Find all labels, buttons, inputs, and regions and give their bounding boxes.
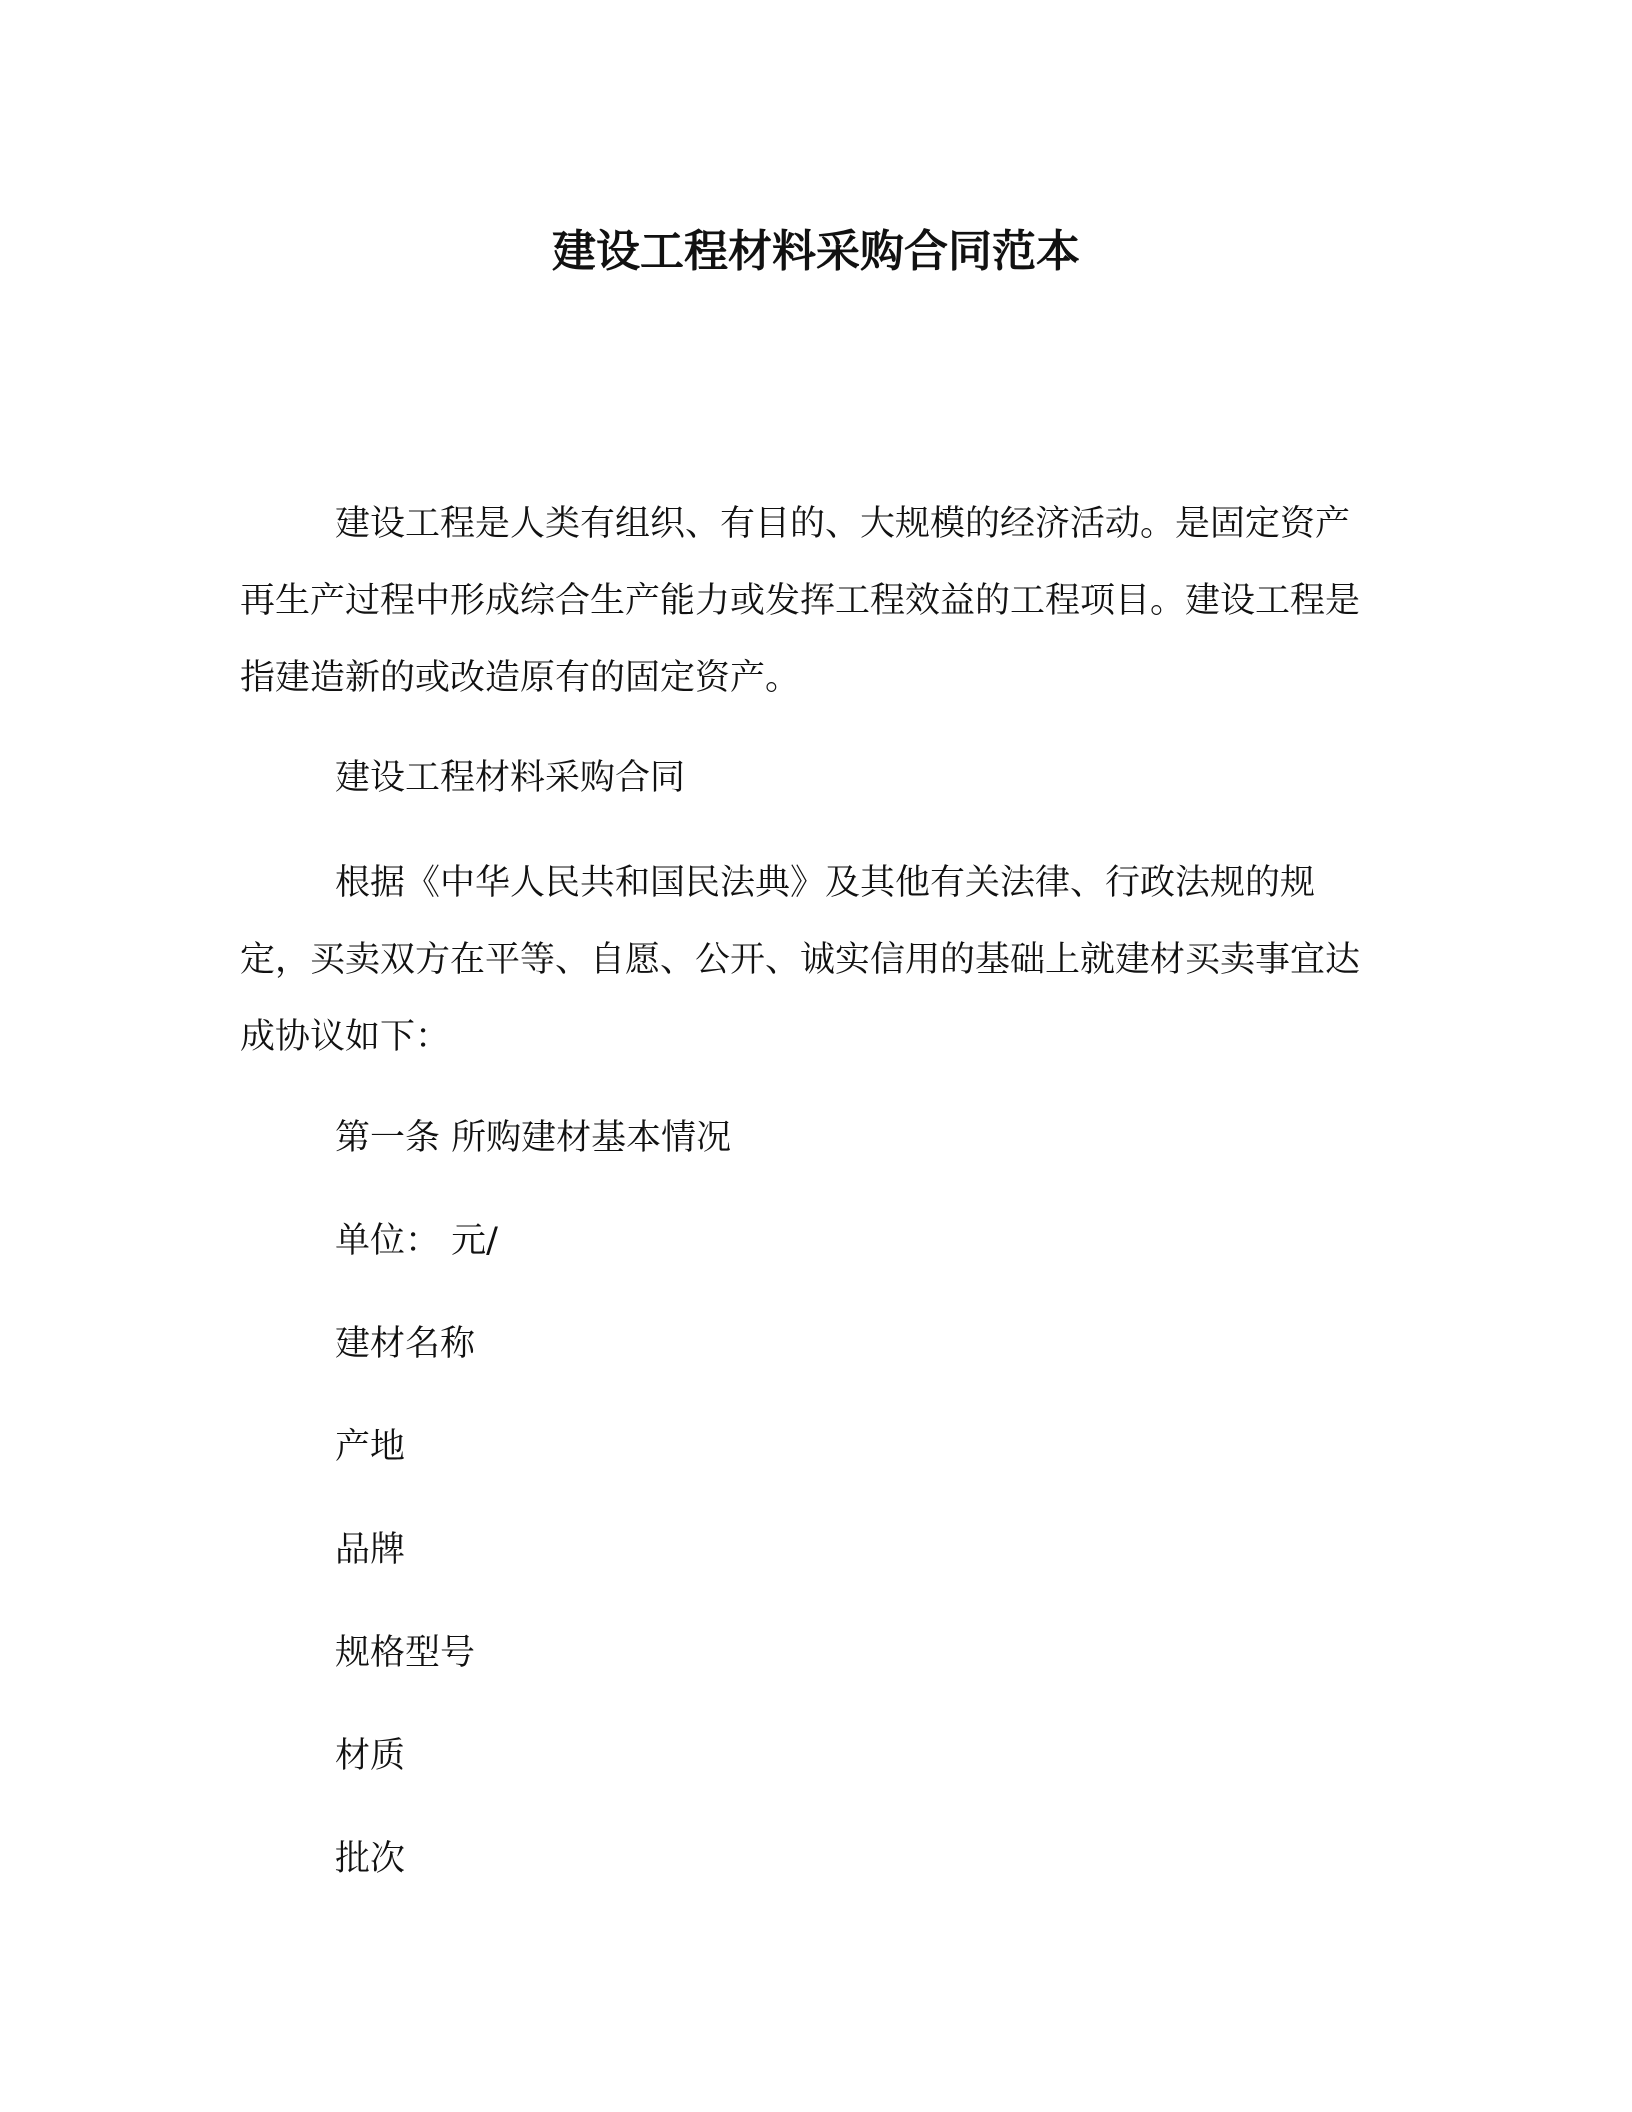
field-material-quality: 材质 — [335, 1736, 406, 1776]
field-material-name: 建材名称 — [335, 1324, 476, 1364]
field-origin: 产地 — [335, 1427, 406, 1467]
field-spec-model: 规格型号 — [335, 1633, 476, 1673]
intro-paragraph: 建设工程是人类有组织、有目的、大规模的经济活动。是固定资产再生产过程中形成综合生产能力或发挥工程效益的工程项目。建设工程是指建造新的或改造原有的固定资产。 — [240, 504, 1361, 698]
unit-line: 单位： 元/ — [335, 1221, 498, 1261]
field-brand: 品牌 — [335, 1530, 406, 1570]
contract-heading: 建设工程材料采购合同 — [335, 758, 686, 798]
document-title: 建设工程材料采购合同范本 — [552, 226, 1080, 277]
basis-paragraph: 根据《中华人民共和国民法典》及其他有关法律、行政法规的规定，买卖双方在平等、自愿、公开、诚实信用的基础上就建材买卖事宜达成协议如下： — [240, 863, 1361, 1057]
field-batch: 批次 — [335, 1839, 406, 1879]
article-one-heading: 第一条 所购建材基本情况 — [335, 1118, 732, 1158]
